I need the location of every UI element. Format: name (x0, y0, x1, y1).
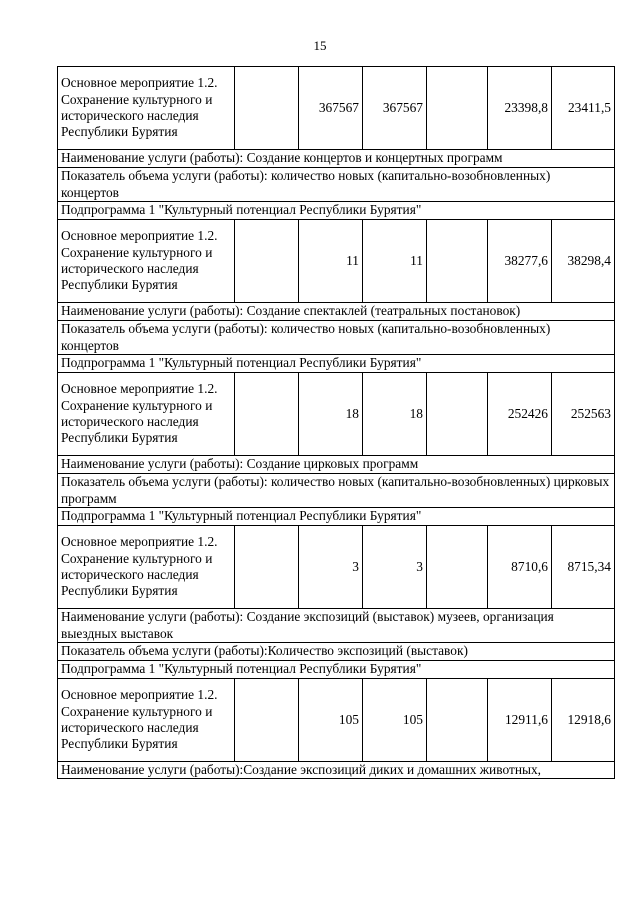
empty-cell (235, 679, 299, 762)
fact-amount-cell: 8715,34 (552, 526, 615, 609)
empty-cell (427, 220, 488, 303)
fact-amount-cell: 38298,4 (552, 220, 615, 303)
description-row (58, 661, 615, 679)
plan-amount-cell: 12911,6 (488, 679, 552, 762)
description-row (58, 150, 615, 168)
plan-value-cell: 3 (299, 526, 363, 609)
measure-name-cell: Основное мероприятие 1.2. Сохранение культурного и исторического наследия Республики Бурятия (58, 373, 235, 456)
description-text: Наименование услуги (работы): Создание спектаклей (театральных постановок) (58, 303, 615, 321)
fact-value-cell: 105 (363, 679, 427, 762)
description-text: Показатель объема услуги (работы): количество новых (капитально-возобновленных) цирковых программ (58, 474, 615, 508)
description-text: Показатель объема услуги (работы): количество новых (капитально-возобновленных) концертов (58, 168, 615, 202)
empty-cell (235, 220, 299, 303)
event-row (58, 679, 615, 762)
empty-cell (427, 373, 488, 456)
description-row (58, 355, 615, 373)
description-text: Подпрограмма 1 "Культурный потенциал Республики Бурятия" (58, 355, 615, 373)
plan-value-cell: 105 (299, 679, 363, 762)
description-text: Подпрограмма 1 "Культурный потенциал Республики Бурятия" (58, 508, 615, 526)
table-body (58, 67, 615, 779)
empty-cell (427, 526, 488, 609)
plan-value-cell: 11 (299, 220, 363, 303)
description-text: Подпрограмма 1 "Культурный потенциал Республики Бурятия" (58, 202, 615, 220)
fact-value-cell: 11 (363, 220, 427, 303)
description-text: Наименование услуги (работы): Создание концертов и концертных программ (58, 150, 615, 168)
fact-value-cell: 3 (363, 526, 427, 609)
description-row (58, 202, 615, 220)
plan-amount-cell: 23398,8 (488, 67, 552, 150)
description-row (58, 609, 615, 643)
description-row (58, 321, 615, 355)
page-number: 15 (313, 38, 327, 53)
empty-cell (427, 67, 488, 150)
fact-amount-cell: 12918,6 (552, 679, 615, 762)
measure-name-cell: Основное мероприятие 1.2. Сохранение культурного и исторического наследия Республики Бурятия (58, 526, 235, 609)
fact-value-cell: 367567 (363, 67, 427, 150)
measure-name-cell: Основное мероприятие 1.2. Сохранение культурного и исторического наследия Республики Бурятия (58, 220, 235, 303)
description-text: Наименование услуги (работы): Создание цирковых программ (58, 456, 615, 474)
description-row (58, 762, 615, 779)
description-row (58, 474, 615, 508)
event-row (58, 220, 615, 303)
description-text: Показатель объема услуги (работы): количество новых (капитально-возобновленных) концертов (58, 321, 615, 355)
description-row (58, 168, 615, 202)
description-row (58, 303, 615, 321)
description-row (58, 456, 615, 474)
plan-amount-cell: 38277,6 (488, 220, 552, 303)
plan-value-cell: 367567 (299, 67, 363, 150)
empty-cell (235, 67, 299, 150)
empty-cell (427, 679, 488, 762)
description-text: Наименование услуги (работы): Создание экспозиций (выставок) музеев, организация выездных выставок (58, 609, 615, 643)
fact-amount-cell: 252563 (552, 373, 615, 456)
services-table (57, 66, 615, 779)
empty-cell (235, 373, 299, 456)
description-text: Наименование услуги (работы):Создание экспозиций диких и домашних животных, (58, 762, 615, 779)
plan-amount-cell: 252426 (488, 373, 552, 456)
plan-amount-cell: 8710,6 (488, 526, 552, 609)
fact-amount-cell: 23411,5 (552, 67, 615, 150)
description-text: Показатель объема услуги (работы):Количество экспозиций (выставок) (58, 643, 615, 661)
empty-cell (235, 526, 299, 609)
event-row (58, 526, 615, 609)
measure-name-cell: Основное мероприятие 1.2. Сохранение культурного и исторического наследия Республики Бурятия (58, 679, 235, 762)
fact-value-cell: 18 (363, 373, 427, 456)
event-row (58, 67, 615, 150)
measure-name-cell: Основное мероприятие 1.2. Сохранение культурного и исторического наследия Республики Бурятия (58, 67, 235, 150)
description-row (58, 643, 615, 661)
event-row (58, 373, 615, 456)
description-text: Подпрограмма 1 "Культурный потенциал Республики Бурятия" (58, 661, 615, 679)
description-row (58, 508, 615, 526)
plan-value-cell: 18 (299, 373, 363, 456)
